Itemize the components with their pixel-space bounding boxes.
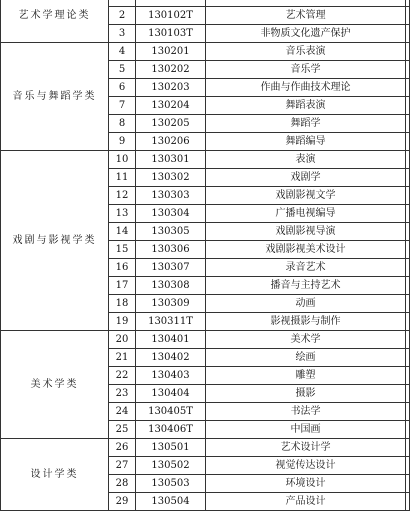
code-cell: 130307 <box>136 259 206 277</box>
major-name-cell: 艺术设计学 <box>206 439 406 457</box>
code-cell: 130302 <box>136 169 206 187</box>
category-cell: 艺术学理论类 <box>1 0 109 43</box>
extra-cell <box>406 241 410 259</box>
major-name-cell: 产品设计 <box>206 493 406 511</box>
code-cell: 130502 <box>136 457 206 475</box>
code-cell: 130401 <box>136 331 206 349</box>
extra-cell <box>406 457 410 475</box>
table-row <box>1 151 410 169</box>
code-cell: 130202 <box>136 61 206 79</box>
seq-cell: 13 <box>109 205 136 223</box>
major-name-cell: 非物质文化遗产保护 <box>206 25 406 43</box>
code-cell: 130309 <box>136 295 206 313</box>
code-cell: 130406T <box>136 421 206 439</box>
major-name-cell: 摄影 <box>206 385 406 403</box>
extra-cell <box>406 349 410 367</box>
category-cell: 美术学类 <box>1 331 109 439</box>
seq-cell: 8 <box>109 115 136 133</box>
seq-cell: 12 <box>109 187 136 205</box>
category-cell: 设计学类 <box>1 439 109 511</box>
seq-cell: 28 <box>109 475 136 493</box>
major-name-cell: 动画 <box>206 295 406 313</box>
major-name-cell: 录音艺术 <box>206 259 406 277</box>
major-name-cell: 播音与主持艺术 <box>206 277 406 295</box>
seq-cell: 14 <box>109 223 136 241</box>
major-name-cell: 戏剧影视导演 <box>206 223 406 241</box>
major-name-cell: 视觉传达设计 <box>206 457 406 475</box>
code-cell: 130306 <box>136 241 206 259</box>
extra-cell <box>406 61 410 79</box>
code-cell: 130301 <box>136 151 206 169</box>
code-cell: 130308 <box>136 277 206 295</box>
extra-cell <box>406 475 410 493</box>
code-cell: 130503 <box>136 475 206 493</box>
code-cell: 130205 <box>136 115 206 133</box>
extra-cell <box>406 367 410 385</box>
extra-cell <box>406 187 410 205</box>
extra-cell <box>406 43 410 61</box>
major-name-cell: 舞蹈学 <box>206 115 406 133</box>
major-name-cell: 中国画 <box>206 421 406 439</box>
code-cell: 130201 <box>136 43 206 61</box>
seq-cell: 3 <box>109 25 136 43</box>
code-cell: 130206 <box>136 133 206 151</box>
major-name-cell: 作曲与作曲技术理论 <box>206 79 406 97</box>
code-cell: 130203 <box>136 79 206 97</box>
major-name-cell: 雕塑 <box>206 367 406 385</box>
major-name-cell: 戏剧学 <box>206 169 406 187</box>
code-cell: 130304 <box>136 205 206 223</box>
code-cell: 130504 <box>136 493 206 511</box>
seq-cell: 11 <box>109 169 136 187</box>
extra-cell <box>406 115 410 133</box>
major-name-cell: 舞蹈表演 <box>206 97 406 115</box>
major-name-cell: 环境设计 <box>206 475 406 493</box>
code-cell: 130305 <box>136 223 206 241</box>
seq-cell: 2 <box>109 7 136 25</box>
table-row <box>1 439 410 457</box>
seq-cell: 23 <box>109 385 136 403</box>
seq-cell: 15 <box>109 241 136 259</box>
seq-cell: 25 <box>109 421 136 439</box>
code-cell: 130402 <box>136 349 206 367</box>
seq-cell: 4 <box>109 43 136 61</box>
extra-cell <box>406 403 410 421</box>
major-name-cell: 舞蹈编导 <box>206 133 406 151</box>
code-cell: 130311T <box>136 313 206 331</box>
seq-cell: 18 <box>109 295 136 313</box>
extra-cell <box>406 205 410 223</box>
seq-cell: 7 <box>109 97 136 115</box>
extra-cell <box>406 259 410 277</box>
seq-cell: 22 <box>109 367 136 385</box>
code-cell: 130404 <box>136 385 206 403</box>
code-cell: 130303 <box>136 187 206 205</box>
extra-cell <box>406 421 410 439</box>
code-cell: 130403 <box>136 367 206 385</box>
major-name-cell: 戏剧影视美术设计 <box>206 241 406 259</box>
major-name-cell: 艺术管理 <box>206 7 406 25</box>
major-name-cell: 音乐学 <box>206 61 406 79</box>
major-name-cell: 绘画 <box>206 349 406 367</box>
extra-cell <box>406 295 410 313</box>
major-name-cell: 戏剧影视文学 <box>206 187 406 205</box>
major-name-cell: 音乐表演 <box>206 43 406 61</box>
seq-cell: 26 <box>109 439 136 457</box>
extra-cell <box>406 331 410 349</box>
major-name-cell: 影视摄影与制作 <box>206 313 406 331</box>
code-cell: 130102T <box>136 7 206 25</box>
code-cell: 130204 <box>136 97 206 115</box>
seq-cell: 16 <box>109 259 136 277</box>
seq-cell: 20 <box>109 331 136 349</box>
seq-cell: 21 <box>109 349 136 367</box>
table-row <box>1 43 410 61</box>
seq-cell: 17 <box>109 277 136 295</box>
major-name-cell: 美术学 <box>206 331 406 349</box>
seq-cell: 27 <box>109 457 136 475</box>
extra-cell <box>406 223 410 241</box>
extra-cell <box>406 97 410 115</box>
extra-cell <box>406 7 410 25</box>
seq-cell: 9 <box>109 133 136 151</box>
table-row <box>1 331 410 349</box>
extra-cell <box>406 169 410 187</box>
seq-cell: 5 <box>109 61 136 79</box>
extra-cell <box>406 25 410 43</box>
seq-cell: 10 <box>109 151 136 169</box>
extra-cell <box>406 133 410 151</box>
major-name-cell: 广播电视编导 <box>206 205 406 223</box>
code-cell: 130103T <box>136 25 206 43</box>
extra-cell <box>406 439 410 457</box>
extra-cell <box>406 277 410 295</box>
extra-cell <box>406 79 410 97</box>
extra-cell <box>406 313 410 331</box>
seq-cell: 19 <box>109 313 136 331</box>
code-cell: 130501 <box>136 439 206 457</box>
category-cell: 音乐与舞蹈学类 <box>1 43 109 151</box>
major-name-cell: 书法学 <box>206 403 406 421</box>
major-name-cell: 表演 <box>206 151 406 169</box>
extra-cell <box>406 493 410 511</box>
seq-cell: 24 <box>109 403 136 421</box>
category-cell: 戏剧与影视学类 <box>1 151 109 331</box>
extra-cell <box>406 151 410 169</box>
extra-cell <box>406 385 410 403</box>
seq-cell: 6 <box>109 79 136 97</box>
code-cell: 130405T <box>136 403 206 421</box>
seq-cell: 29 <box>109 493 136 511</box>
